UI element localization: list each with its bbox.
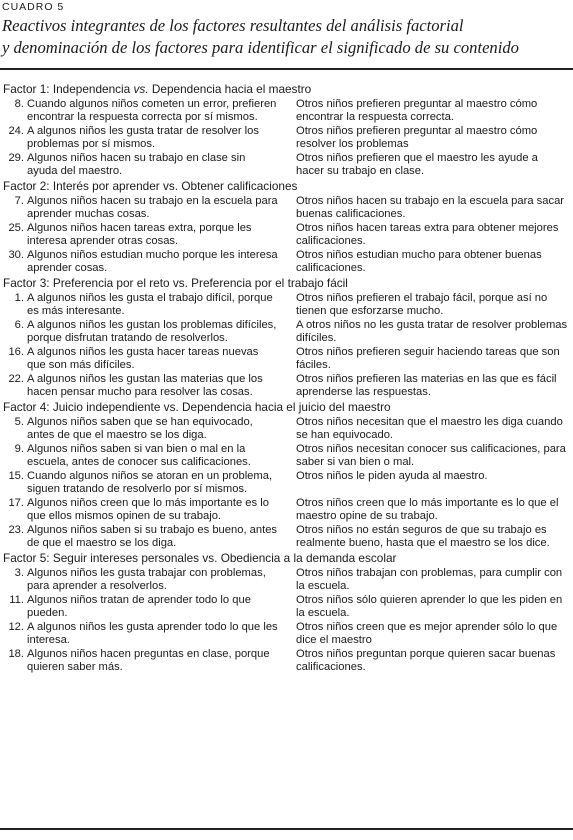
item-right-statement: Otros niños le piden ayuda al maestro. [296, 470, 488, 482]
item-number: 30. [8, 249, 24, 261]
item-left-statement [0, 567, 278, 593]
item-left-text: A algunos niños les gusta el trabajo difícil, porque es más interesante. [27, 292, 273, 317]
item-row [0, 292, 573, 318]
item-right-statement: A otros niños no les gusta tratar de resolver problemas difíciles. [296, 319, 568, 344]
item-right-statement: Otros niños trabajan con problemas, para cumplir con la escuela. [296, 567, 563, 592]
item-left-text: A algunos niños les gustan los problemas difíciles, porque disfrutan tratando de resolverlos. [27, 319, 277, 344]
item-left-text: A algunos niños les gusta aprender todo lo que les interesa. [27, 621, 278, 646]
item-right-statement: Otros niños prefieren que el maestro les ayude a hacer su trabajo en clase. [296, 152, 538, 177]
item-number: 12. [8, 621, 24, 633]
item-number: 23. [8, 524, 24, 536]
item-row [0, 416, 573, 442]
item-left-text: Algunos niños saben que se han equivocado, antes de que el maestro se los diga. [27, 416, 253, 441]
item-row [0, 319, 573, 345]
item-number: 11. [9, 594, 24, 606]
item-number: 16. [8, 346, 24, 358]
factor-heading-vs: vs. [133, 82, 149, 96]
factor-heading [3, 400, 573, 414]
item-left-statement [0, 416, 278, 442]
item-row [0, 346, 573, 372]
item-number: 9. [14, 443, 24, 455]
item-left-statement [0, 497, 278, 523]
factor-section [0, 400, 573, 550]
item-right-statement: Otros niños no están seguros de que su trabajo es realmente bueno, hasta que el maestro se los dice. [296, 524, 550, 549]
item-left-statement [0, 621, 278, 647]
top-rule [0, 68, 573, 70]
item-number: 1. [14, 292, 24, 304]
item-left-statement [0, 152, 278, 178]
item-number: 18. [8, 648, 24, 660]
item-left-statement [0, 195, 278, 221]
item-left-statement [0, 346, 278, 372]
table-label: CUADRO 5 [2, 1, 65, 13]
item-right-statement: Otros niños prefieren seguir haciendo tareas que son fáciles. [296, 346, 560, 371]
item-right-statement: Otros niños prefieren preguntar al maestro cómo encontrar la respuesta correcta. [296, 98, 538, 123]
bottom-rule [0, 828, 573, 830]
item-right-statement: Otros niños necesitan que el maestro les diga cuando se han equivocado. [296, 416, 563, 441]
item-number: 5. [14, 416, 24, 428]
factor-heading [3, 551, 573, 565]
item-left-statement [0, 319, 278, 345]
item-left-statement [0, 125, 278, 151]
item-left-statement [0, 443, 278, 469]
item-left-text: Algunos niños saben si van bien o mal en la escuela, antes de conocer sus calificaciones. [27, 443, 251, 468]
item-left-statement [0, 524, 278, 550]
factor-section [0, 82, 573, 178]
factor-heading [3, 179, 573, 193]
factor-heading-text-end: Dependencia hacia el maestro [148, 82, 312, 96]
item-right-statement: Otros niños prefieren preguntar al maestro cómo resolver los problemas [296, 125, 538, 150]
item-row [0, 621, 573, 647]
item-row [0, 594, 573, 620]
item-row [0, 373, 573, 399]
item-right-statement: Otros niños creen que lo más importante es lo que el maestro opine de su trabajo. [296, 497, 559, 522]
item-left-text: Algunos niños hacen su trabajo en clase sin ayuda del maestro. [27, 152, 246, 177]
item-left-text: A algunos niños les gusta tratar de resolver los problemas por sí mismos. [27, 125, 259, 150]
table-title [2, 15, 572, 59]
item-right-statement: Otros niños prefieren el trabajo fácil, porque así no tienen que esforzarse mucho. [296, 292, 548, 317]
item-left-text: Algunos niños hacen su trabajo en la escuela para aprender muchas cosas. [27, 195, 278, 220]
item-number: 3. [14, 567, 24, 579]
item-left-text: A algunos niños les gustan las materias que los hacen pensar mucho para resolver las cosas. [27, 373, 263, 398]
item-row [0, 497, 573, 523]
factor-heading-text: Factor 3: Preferencia por el reto vs. Preferencia por el trabajo fácil [3, 276, 348, 290]
item-left-text: Algunos niños hacen preguntas en clase, porque quieren saber más. [27, 648, 270, 673]
item-right-statement: Otros niños hacen tareas extra para obtener mejores calificaciones. [296, 222, 559, 247]
item-right-statement: Otros niños sólo quieren aprender lo que les piden en la escuela. [296, 594, 563, 619]
factor-section [0, 179, 573, 275]
item-row [0, 125, 573, 151]
title-line-1: Reactivos integrantes de los factores resultantes del análisis factorial [2, 16, 464, 35]
factor-heading [3, 276, 573, 290]
item-left-text: Algunos niños hacen tareas extra, porque les interesa aprender otras cosas. [27, 222, 252, 247]
item-row [0, 567, 573, 593]
item-number: 24. [8, 125, 24, 137]
item-number: 15. [8, 470, 24, 482]
item-left-statement [0, 222, 278, 248]
item-number: 29. [8, 152, 24, 164]
item-left-text: Algunos niños saben si su trabajo es bueno, antes de que el maestro se los diga. [27, 524, 278, 549]
item-left-statement [0, 594, 278, 620]
title-line-2: y denominación de los factores para identificar el significado de su contenido [2, 38, 519, 57]
item-left-statement [0, 249, 278, 275]
item-number: 8. [14, 98, 24, 110]
factor-table [0, 82, 573, 675]
item-left-text: Algunos niños tratan de aprender todo lo que pueden. [27, 594, 251, 619]
item-left-text: Cuando algunos niños cometen un error, prefieren encontrar la respuesta correcta por sí mismos. [27, 98, 277, 123]
item-right-statement: Otros niños creen que es mejor aprender sólo lo que dice el maestro [296, 621, 558, 646]
item-left-statement [0, 292, 278, 318]
item-left-statement [0, 98, 278, 124]
factor-section [0, 551, 573, 674]
factor-section [0, 276, 573, 399]
factor-heading-text: Factor 5: Seguir intereses personales vs. Obediencia a la demanda escolar [3, 551, 397, 565]
item-row [0, 195, 573, 221]
factor-heading-text: Factor 1: Independencia [3, 82, 134, 96]
item-row [0, 470, 573, 496]
item-left-statement [0, 470, 278, 496]
item-number: 7. [14, 195, 24, 207]
item-right-statement: Otros niños hacen su trabajo en la escuela para sacar buenas calificaciones. [296, 195, 565, 220]
item-number: 17. [8, 497, 24, 509]
item-left-text: Cuando algunos niños se atoran en un problema, siguen tratando de resolverlo por sí mismos. [27, 470, 273, 495]
item-row [0, 222, 573, 248]
item-number: 25. [8, 222, 24, 234]
factor-heading-text: Factor 2: Interés por aprender vs. Obtener calificaciones [3, 179, 298, 193]
item-right-statement: Otros niños estudian mucho para obtener buenas calificaciones. [296, 249, 542, 274]
item-row [0, 443, 573, 469]
item-row [0, 648, 573, 674]
item-left-statement [0, 648, 278, 674]
item-left-text: Algunos niños les gusta trabajar con problemas, para aprender a resolverlos. [27, 567, 266, 592]
item-left-text: Algunos niños creen que lo más importante es lo que ellos mismos opinen de su trabajo. [27, 497, 269, 522]
item-right-statement: Otros niños necesitan conocer sus calificaciones, para saber si van bien o mal. [296, 443, 566, 468]
item-number: 6. [14, 319, 24, 331]
item-left-statement [0, 373, 278, 399]
item-row [0, 98, 573, 124]
item-number: 22. [8, 373, 24, 385]
factor-heading [3, 82, 573, 96]
factor-heading-text: Factor 4: Juicio independiente vs. Dependencia hacia el juicio del maestro [3, 400, 391, 414]
item-row [0, 524, 573, 550]
item-right-statement: Otros niños preguntan porque quieren sacar buenas calificaciones. [296, 648, 556, 673]
item-right-statement: Otros niños prefieren las materias en las que es fácil aprenderse las respuestas. [296, 373, 557, 398]
item-row [0, 249, 573, 275]
item-left-text: Algunos niños estudian mucho porque les interesa aprender cosas. [27, 249, 278, 274]
item-row [0, 152, 573, 178]
item-left-text: A algunos niños les gusta hacer tareas nuevas que son más difíciles. [27, 346, 259, 371]
